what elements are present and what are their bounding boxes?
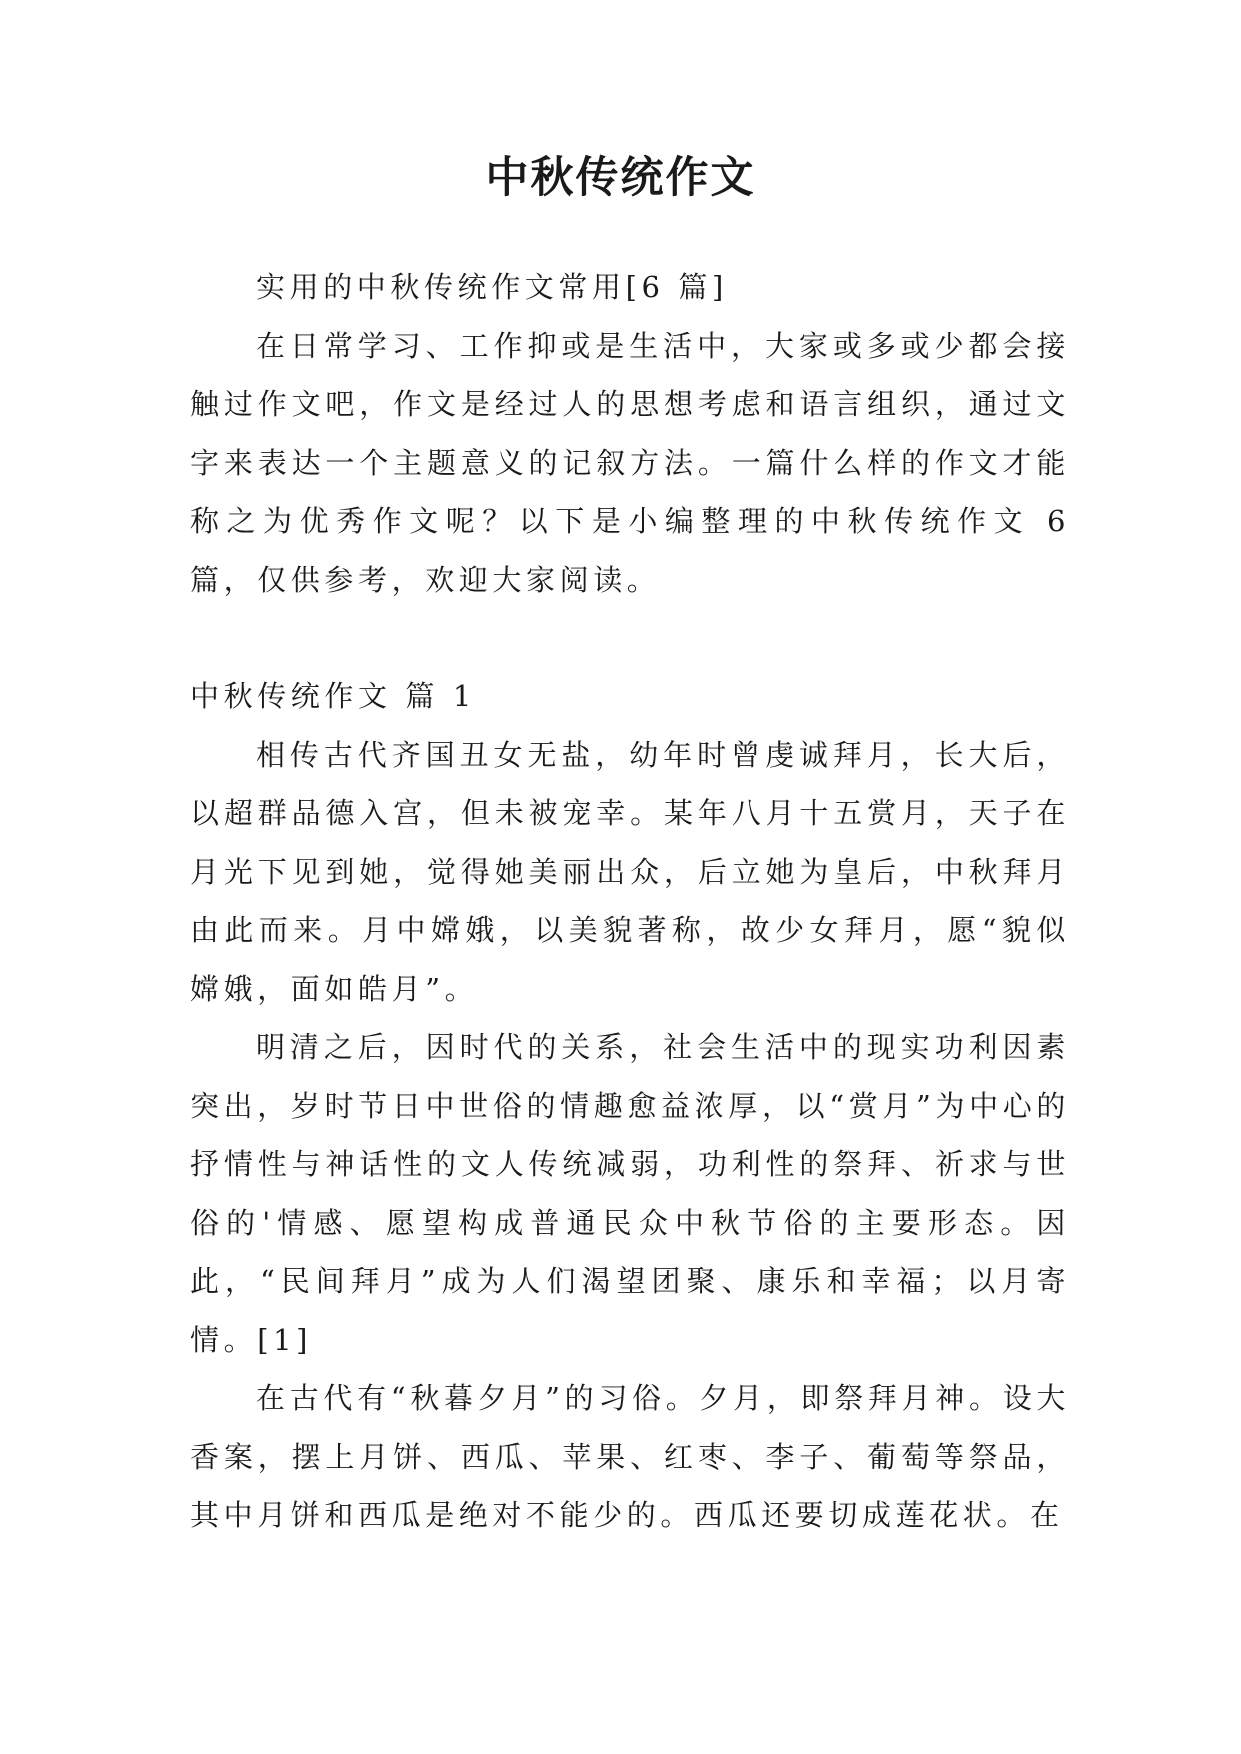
document-title: 中秋传统作文	[485, 153, 756, 203]
subtitle-line: 实用的中秋传统作文常用[6 篇]	[256, 270, 728, 304]
document-body	[190, 258, 1070, 1545]
section-heading: 中秋传统作文 篇 1	[190, 679, 476, 713]
body-paragraph-1: 相传古代齐国丑女无盐，幼年时曾虔诚拜月，长大后，以超群品德入宫，但未被宠幸。某年八月十五赏月，天子在月光下见到她，觉得她美丽出众，后立她为皇后，中秋拜月由此而来。月中嫦娥，以美貌著称，故少女拜月，愿“貌似嫦娥，面如皓月”。	[190, 737, 1070, 1006]
body-paragraph-2: 明清之后，因时代的关系，社会生活中的现实功利因素突出，岁时节日中世俗的情趣愈益浓厚，以“赏月”为中心的抒情性与神话性的文人传统减弱，功利性的祭拜、祈求与世俗的'情感、愿望构成普通民众中秋节俗的主要形态。因此，“民间拜月”成为人们渴望团聚、康乐和幸福；以月寄情。[1]	[190, 1030, 1070, 1357]
section-spacer	[190, 609, 1070, 667]
body-paragraph-3: 在古代有“秋暮夕月”的习俗。夕月，即祭拜月神。设大香案，摆上月饼、西瓜、苹果、红枣、李子、葡萄等祭品，其中月饼和西瓜是绝对不能少的。西瓜还要切成莲花状。在	[190, 1381, 1070, 1532]
intro-paragraph: 在日常学习、工作抑或是生活中，大家或多或少都会接触过作文吧，作文是经过人的思想考虑和语言组织，通过文字来表达一个主题意义的记叙方法。一篇什么样的作文才能称之为优秀作文呢？以下是小编整理的中秋传统作文 6 篇，仅供参考，欢迎大家阅读。	[190, 328, 1070, 597]
